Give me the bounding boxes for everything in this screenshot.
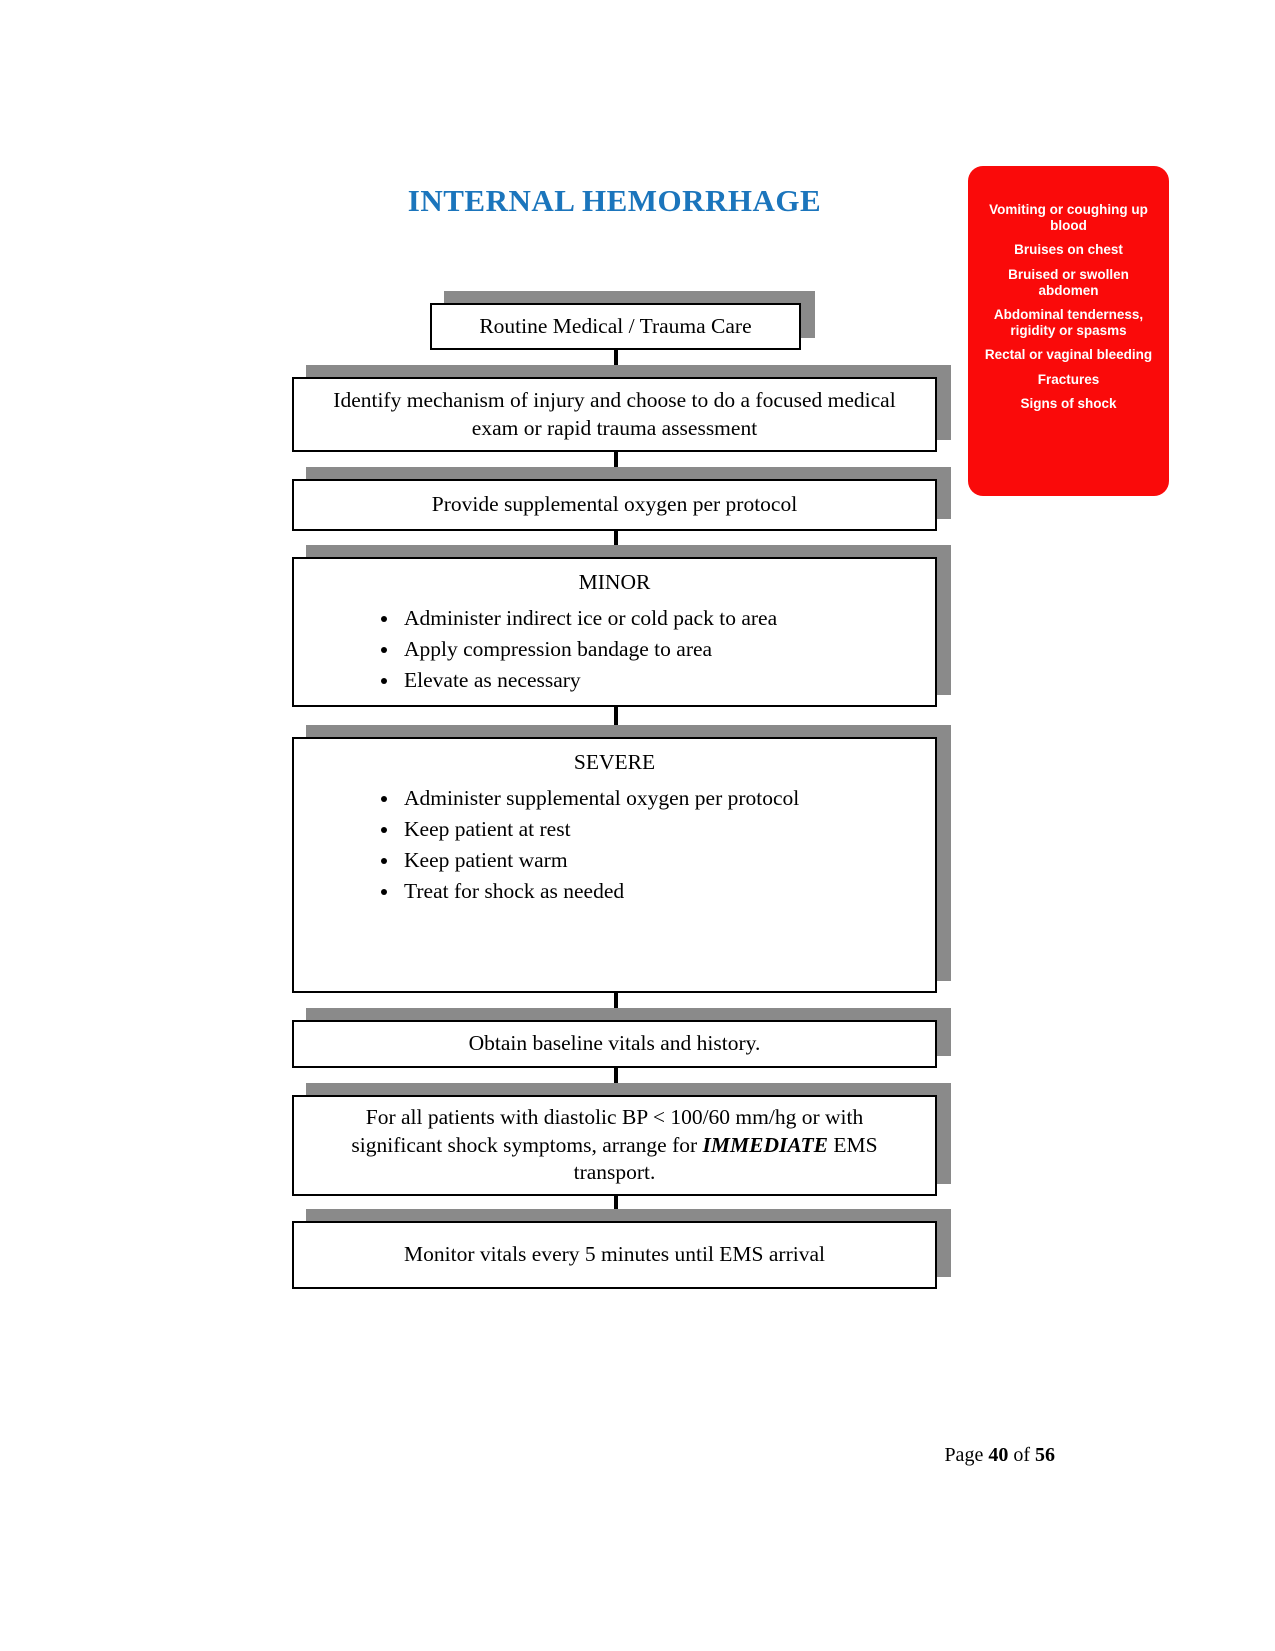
symptom-item: Bruises on chest (1014, 242, 1123, 258)
bullet-item: • Treat for shock as needed (400, 878, 799, 906)
bullet-item: • Administer supplemental oxygen per protocol (400, 785, 799, 813)
flow-box-label: Monitor vitals every 5 minutes until EMS arrival (404, 1242, 825, 1267)
symptom-item: Vomiting or coughing up blood (989, 202, 1148, 234)
flow-box-label: Provide supplemental oxygen per protocol (431, 492, 798, 517)
symptom-item: Rectal or vaginal bleeding (984, 347, 1153, 363)
page-title: INTERNAL HEMORRHAGE (407, 183, 822, 218)
bullet-item: • Elevate as necessary (400, 667, 777, 695)
minor-bullet-list (312, 602, 777, 698)
bullet-item: • Apply compression bandage to area (400, 636, 777, 664)
flow-connector (614, 1068, 618, 1095)
symptom-item: Signs of shock (1020, 395, 1117, 411)
flow-connector (614, 531, 618, 557)
flow-connector (614, 993, 618, 1020)
flow-box-severe (292, 737, 937, 993)
symptom-item: Fractures (1037, 371, 1100, 387)
footer-page-label: Page (944, 1444, 989, 1466)
footer-total-pages: 56 (1035, 1444, 1055, 1466)
severe-heading: SEVERE (573, 750, 656, 774)
flow-box-ems-transport (292, 1095, 937, 1196)
flow-box-minor (292, 557, 937, 707)
ems-text-part1: For all patients with diastolic BP < 100/60 mm/hg or with significant shock symptoms, arrange for (351, 1104, 864, 1157)
bullet-item: • Keep patient warm (400, 847, 799, 875)
flow-connector (614, 707, 618, 737)
flow-connector (614, 1196, 618, 1221)
footer-page-number: 40 (988, 1444, 1009, 1466)
flow-box-routine-care (430, 303, 801, 350)
flow-connector (614, 452, 618, 479)
flow-box-label (322, 1104, 907, 1188)
flow-connector (614, 350, 618, 377)
symptom-item: Abdominal tenderness, rigidity or spasms (993, 306, 1144, 339)
flow-box-label: Routine Medical / Trauma Care (479, 313, 752, 338)
ems-text-emphasis: IMMEDIATE (702, 1132, 828, 1157)
footer-of-label: of (1008, 1444, 1035, 1466)
flow-box-baseline-vitals (292, 1020, 937, 1068)
page-footer (944, 1444, 1055, 1467)
flow-box-monitor-vitals (292, 1221, 937, 1289)
symptom-item: Bruised or swollen abdomen (1008, 266, 1129, 298)
minor-heading: MINOR (578, 570, 651, 594)
bullet-item: • Administer indirect ice or cold pack to area (400, 605, 777, 633)
flow-box-supplemental-oxygen (292, 479, 937, 531)
ems-text-part2: EMS transport. (573, 1132, 878, 1185)
flow-box-label: Obtain baseline vitals and history. (468, 1031, 761, 1056)
severe-bullet-list (312, 782, 799, 909)
bullet-item: • Keep patient at rest (400, 816, 799, 844)
symptoms-callout (968, 166, 1169, 496)
flow-box-identify-mechanism (292, 377, 937, 452)
flow-box-label: Identify mechanism of injury and choose to do a focused medical exam or rapid trauma assessment (333, 387, 896, 440)
